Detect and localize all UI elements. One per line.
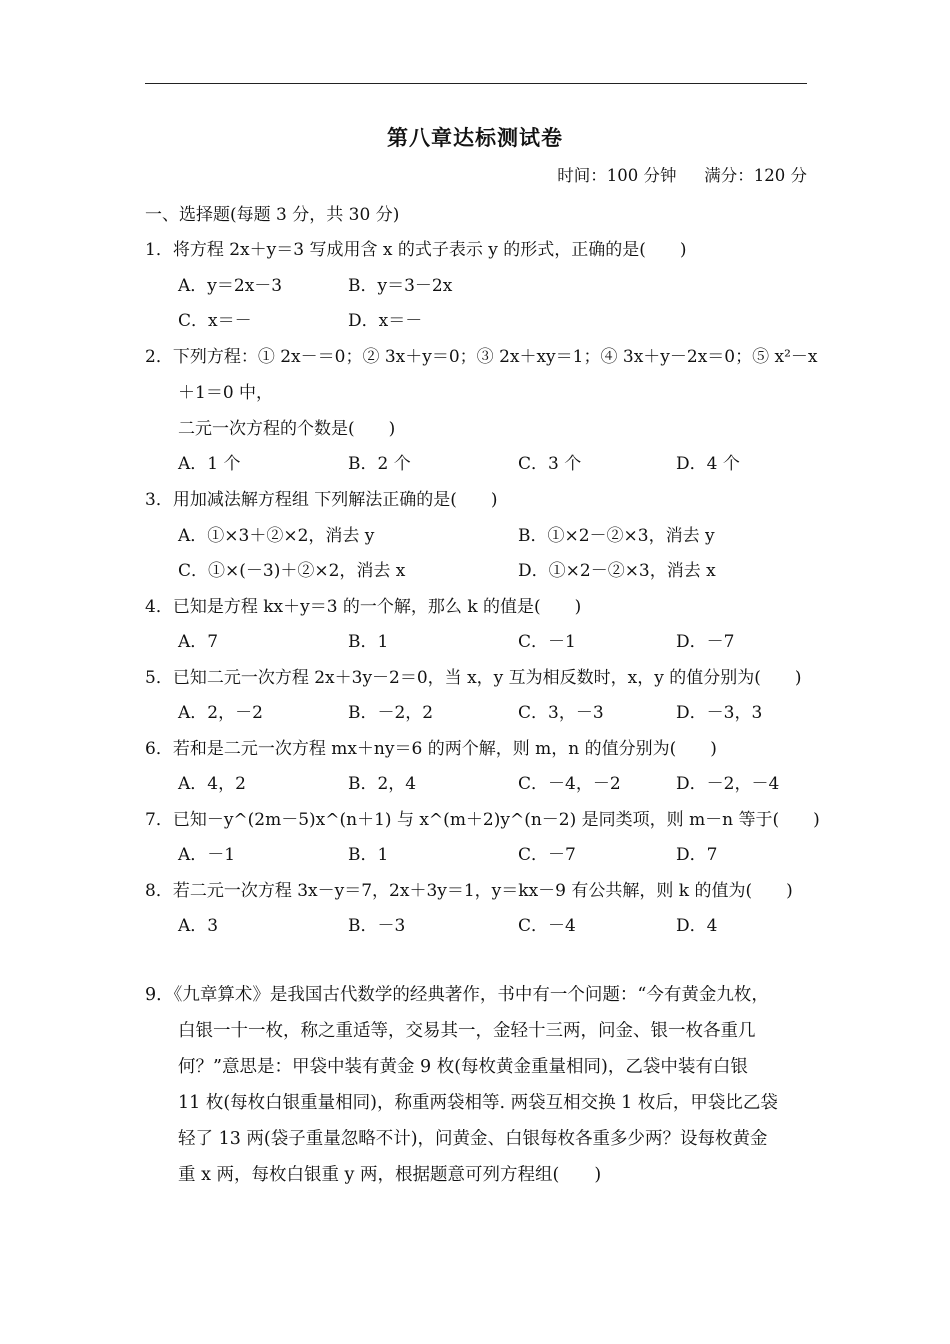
q6-option-c[interactable]: C．－4，－2 (518, 774, 621, 794)
q7-option-b[interactable]: B．1 (348, 845, 389, 865)
page-title: 第八章达标测试卷 (387, 125, 563, 150)
q9-line: 11 枚(每枚白银重量相同)，称重两袋相等. 两袋互相交换 1 枚后，甲袋比乙袋 (178, 1093, 778, 1113)
q2-option-d[interactable]: D．4 个 (676, 454, 740, 474)
q3-option-b[interactable]: B．①×2－②×3，消去 y (518, 526, 715, 546)
q2-stem: 2．下列方程：① 2x－＝0；② 3x＋y＝0；③ 2x＋xy＝1；④ 3x＋y－2x＝0；⑤ x²－x (145, 347, 818, 367)
q6-option-a[interactable]: A．4，2 (178, 774, 246, 794)
q2-option-c[interactable]: C．3 个 (518, 454, 582, 474)
q6-stem: 6．若和是二元一次方程 mx＋ny＝6 的两个解，则 m，n 的值分别为( ) (145, 739, 717, 759)
q9-line: 重 x 两，每枚白银重 y 两，根据题意可列方程组( ) (178, 1165, 602, 1185)
q9-line: 9．《九章算术》是我国古代数学的经典著作，书中有一个问题：“今有黄金九枚， (145, 985, 769, 1005)
q5-option-d[interactable]: D．－3，3 (676, 703, 763, 723)
q5-option-c[interactable]: C．3，－3 (518, 703, 604, 723)
q2-option-b[interactable]: B．2 个 (348, 454, 411, 474)
q7-option-a[interactable]: A．－1 (178, 845, 236, 865)
q3-option-d[interactable]: D．①×2－②×3，消去 x (518, 561, 716, 581)
q5-option-a[interactable]: A．2，－2 (178, 703, 263, 723)
q7-option-d[interactable]: D．7 (676, 845, 718, 865)
q8-option-d[interactable]: D．4 (676, 916, 718, 936)
q9-paragraph (145, 977, 808, 1193)
q4-option-d[interactable]: D．－7 (676, 632, 735, 652)
q1-option-b[interactable]: B．y＝3－2x (348, 276, 453, 296)
time-limit: 时间：100 分钟 (557, 166, 677, 185)
q4-stem: 4．已知是方程 kx＋y＝3 的一个解，那么 k 的值是( ) (145, 597, 582, 617)
q8-option-b[interactable]: B．－3 (348, 916, 406, 936)
q2-option-a[interactable]: A．1 个 (178, 454, 241, 474)
q4-option-a[interactable]: A．7 (178, 632, 219, 652)
section-heading: 一、选择题(每题 3 分，共 30 分) (145, 205, 400, 225)
q8-stem: 8．若二元一次方程 3x－y＝7，2x＋3y＝1，y＝kx－9 有公共解，则 k 的值为( ) (145, 881, 793, 901)
q3-stem: 3．用加减法解方程组 下列解法正确的是( ) (145, 490, 498, 510)
header-rule (145, 83, 807, 84)
q2-stem-cont: ＋1＝0 中， (178, 383, 274, 403)
q4-option-c[interactable]: C．－1 (518, 632, 576, 652)
q4-option-b[interactable]: B．1 (348, 632, 389, 652)
q5-option-b[interactable]: B．－2，2 (348, 703, 434, 723)
q1-option-a[interactable]: A．y＝2x－3 (178, 276, 283, 296)
q5-stem: 5．已知二元一次方程 2x＋3y－2＝0，当 x，y 互为相反数时，x，y 的值分别为( ) (145, 668, 802, 688)
q7-option-c[interactable]: C．－7 (518, 845, 576, 865)
q1-option-c[interactable]: C．x＝－ (178, 311, 252, 331)
q9-line: 白银一十一枚，称之重适等，交易其一，金轻十三两，问金、银一枚各重几 (178, 1021, 756, 1041)
q3-option-c[interactable]: C．①×(－3)＋②×2，消去 x (178, 561, 406, 581)
q3-option-a[interactable]: A．①×3＋②×2，消去 y (178, 526, 375, 546)
q8-option-c[interactable]: C．－4 (518, 916, 576, 936)
full-score: 满分：120 分 (704, 166, 807, 185)
q8-option-a[interactable]: A．3 (178, 916, 219, 936)
q9-line: 轻了 13 两(袋子重量忽略不计)，问黄金、白银每枚各重多少两？设每枚黄金 (178, 1129, 768, 1149)
q9-line: 何？”意思是：甲袋中装有黄金 9 枚(每枚黄金重量相同)，乙袋中装有白银 (178, 1057, 748, 1077)
q1-stem: 1．将方程 2x＋y＝3 写成用含 x 的式子表示 y 的形式，正确的是( ) (145, 240, 687, 260)
q7-stem: 7．已知－y^(2m－5)x^(n＋1) 与 x^(m＋2)y^(n－2) 是同类项，则 m－n 等于( ) (145, 810, 820, 830)
exam-meta (551, 162, 807, 186)
q1-option-d[interactable]: D．x＝－ (348, 311, 423, 331)
q6-option-b[interactable]: B．2，4 (348, 774, 417, 794)
q6-option-d[interactable]: D．－2，－4 (676, 774, 780, 794)
q2-stem-question: 二元一次方程的个数是( ) (178, 419, 396, 439)
